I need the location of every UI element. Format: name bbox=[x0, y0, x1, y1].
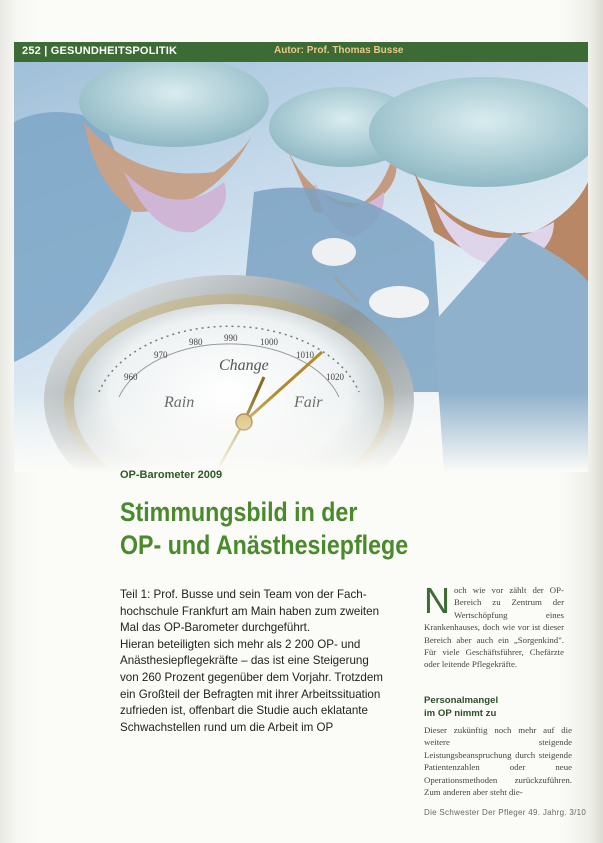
word-change: Change bbox=[219, 357, 269, 374]
lead-line: Teil 1: Prof. Busse und sein Team von der Fach- bbox=[120, 588, 367, 601]
page-footer: Die Schwester Der Pfleger 49. Jahrg. 3/10 bbox=[424, 808, 587, 817]
subhead-line-2: im OP nimmt zu bbox=[424, 708, 497, 719]
subhead-line-1: Personalmangel bbox=[424, 695, 499, 706]
body-paragraph: och wie vor zählt der OP-Bereich zu Zentrum der Wertschöpfung eines Krankenhauses, doch wie vor ist dieser Bereich aber auch ein „Sorgenkind". Für viele Geschäftsführer, Chefärzte oder leitende Pflegekräfte. bbox=[424, 585, 564, 670]
surgery-photo bbox=[14, 62, 588, 472]
body-column-intro bbox=[424, 580, 564, 671]
article-title bbox=[120, 496, 481, 562]
article-lead bbox=[120, 587, 420, 736]
lead-line: Mal das OP-Barometer durchgeführt. bbox=[120, 621, 311, 635]
lead-line: Schwachstellen rund um die Arbeit im OP bbox=[120, 720, 334, 734]
drop-cap: N bbox=[424, 580, 450, 621]
body-paragraph: Dieser zukünftig noch mehr auf die weitere steigende Leistungsbeanspruchung durch steigende Patientenzahlen oder neue Operationsmethoden zurückzuführen. Zum anderen aber steht die- bbox=[424, 725, 572, 798]
section-subheading bbox=[424, 694, 574, 720]
lead-line: zufrieden ist, offenbart die Studie auch eklatante bbox=[120, 704, 368, 718]
surgery-illustration bbox=[14, 62, 588, 472]
lead-line: von 260 Prozent gegenüber dem Vorjahr. Trotzdem bbox=[120, 670, 383, 684]
lead-line: ein Großteil der Befragten mit ihrer Arbeitssituation bbox=[120, 687, 381, 701]
title-line-1: Stimmungsbild in der bbox=[120, 497, 358, 527]
tick-label-1000: 1000 bbox=[260, 337, 278, 347]
lead-line: Hieran beteiligten sich mehr als 2 200 OP- und bbox=[120, 637, 361, 651]
lead-line: hochschule Frankfurt am Main haben zum zweiten bbox=[120, 604, 380, 618]
title-line-2: OP- und Anästhesiepflege bbox=[120, 530, 409, 560]
tick-label-1020: 1020 bbox=[326, 372, 344, 382]
tick-label-980: 980 bbox=[189, 337, 203, 347]
body-column-continued bbox=[424, 724, 572, 798]
author-label: Autor: Prof. Thomas Busse bbox=[274, 45, 404, 56]
tick-label-990: 990 bbox=[224, 333, 238, 343]
lead-line: Anästhesiepflegekräfte – das ist eine Steigerung bbox=[120, 654, 369, 668]
tick-label-960: 960 bbox=[124, 372, 138, 382]
section-label: 252 | GESUNDHEITSPOLITIK bbox=[22, 45, 178, 57]
tick-label-1010: 1010 bbox=[296, 350, 314, 360]
article-overline: OP-Barometer 2009 bbox=[120, 469, 223, 481]
tick-label-970: 970 bbox=[154, 350, 168, 360]
